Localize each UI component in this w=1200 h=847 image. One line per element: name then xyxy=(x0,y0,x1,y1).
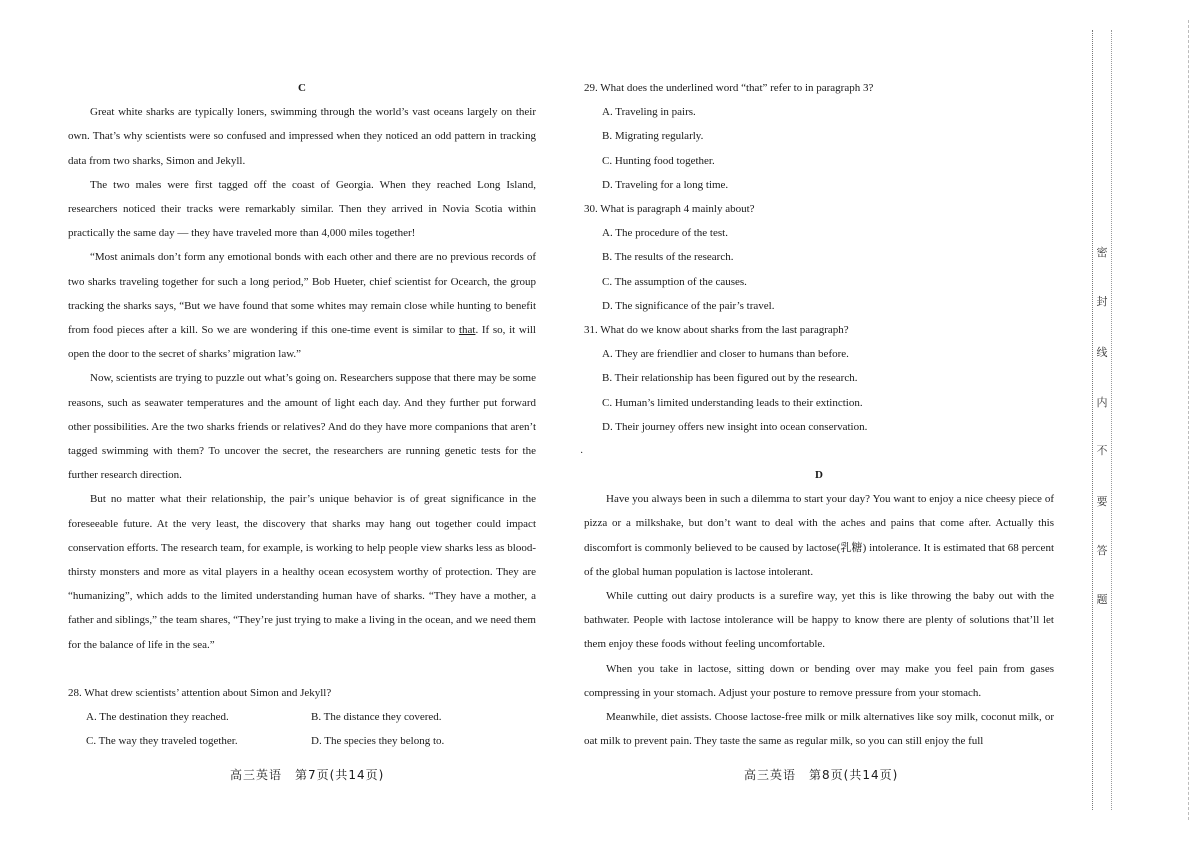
binding-char-2: 封 xyxy=(1093,293,1111,309)
binding-char-8: 题 xyxy=(1093,591,1111,607)
binding-char-5: 不 xyxy=(1093,442,1111,458)
passage-c-paragraph-4: Now, scientists are trying to puzzle out what’s going on. Researchers suppose that there may be some reasons, such as seawater temperatures and the amount of light each day. And they further put forward other possibilities. Are the two sharks friends or relatives? And do they have more companions that aren’t tagged swimming with them? To uncover the secret, the researchers are running genetic tests for the further research direction. xyxy=(68,372,536,482)
q30-option-c: C. The assumption of the causes. xyxy=(602,275,747,288)
passage-d-paragraph-3: When you take in lactose, sitting down or bending over may make you feel pain from gases compressing in your stomach. Adjust your posture to remove pressure from your stomach. xyxy=(584,662,1054,699)
binding-strip xyxy=(1092,30,1112,810)
q28-option-a: A. The destination they reached. xyxy=(86,711,229,724)
left-column xyxy=(68,76,536,753)
p3-text-after: . If so, it will open the door to the secret of sharks’ migration law.” xyxy=(68,324,536,361)
passage-c-paragraph-5: But no matter what their relationship, the pair’s unique behavior is of great significance in the foreseeable future. At the very least, the discovery that sharks may hang out together could impact conservation efforts. The research team, for example, is working to help people view sharks less as blood-thirsty monsters and more as vital players in a healthy ocean ecosystem worthy of protection. They are “humanizing”, which adds to the limited understanding human have of sharks. “They have a mother, a father and siblings,” the team shares, “They’re just trying to make a living in the ocean, and we need them for the balance of life in the sea.” xyxy=(68,493,536,651)
right-column xyxy=(584,76,1054,753)
page-footer-left: 高三英语 第7页(共14页) xyxy=(230,768,385,782)
question-28-options-row-2 xyxy=(68,729,536,753)
passage-d-paragraph-2: While cutting out dairy products is a surefire way, yet this is like throwing the baby out with the bathwater. People with lactose intolerance will be happy to know there are plenty of solutions that’ll let them enjoy these foods without feeling uncomfortable. xyxy=(584,590,1054,651)
binding-char-3: 线 xyxy=(1093,344,1111,360)
question-28-options-row-1 xyxy=(68,705,536,729)
underlined-word-that: that xyxy=(458,324,476,337)
section-c-heading: C xyxy=(298,82,306,94)
q31-option-c: C. Human’s limited understanding leads to their extinction. xyxy=(602,396,863,409)
section-d-heading: D xyxy=(815,469,823,482)
q31-option-d: D. Their journey offers new insight into ocean conservation. xyxy=(602,420,868,433)
q29-option-c: C. Hunting food together. xyxy=(602,154,715,167)
q29-option-a: A. Traveling in pairs. xyxy=(602,106,696,119)
binding-char-6: 要 xyxy=(1093,493,1111,509)
binding-char-7: 答 xyxy=(1093,542,1111,558)
q30-option-d: D. The significance of the pair’s travel. xyxy=(602,299,775,312)
passage-d-paragraph-4: Meanwhile, diet assists. Choose lactose-free milk or milk alternatives like soy milk, coconut milk, or oat milk to prevent pain. They taste the same as regular milk, so you can still enjoy the full xyxy=(584,711,1054,748)
binding-char-1: 密 xyxy=(1093,244,1111,260)
question-30-stem: 30. What is paragraph 4 mainly about? xyxy=(584,203,755,216)
q30-option-b: B. The results of the research. xyxy=(602,251,734,264)
binding-char-4: 内 xyxy=(1093,394,1111,410)
q29-option-d: D. Traveling for a long time. xyxy=(602,178,729,191)
passage-c-paragraph-2: The two males were first tagged off the coast of Georgia. When they reached Long Island, researchers noticed their tracks were remarkably similar. Then they arrived in Novia Scotia within practically the same day — they have traveled more than 4,000 miles together! xyxy=(68,178,536,240)
q28-option-b: B. The distance they covered. xyxy=(311,711,442,724)
question-28-stem: 28. What drew scientists’ attention about Simon and Jekyll? xyxy=(68,686,332,699)
question-31-stem: 31. What do we know about sharks from the last paragraph? xyxy=(584,324,849,337)
q31-option-b: B. Their relationship has been figured out by the research. xyxy=(602,372,858,385)
page-edge-line xyxy=(1188,20,1190,820)
p3-text-before: “Most animals don’t form any emotional bonds with each other and there are no previous records of two sharks traveling together for such a long period,” Bob Hueter, chief scientist for Ocearch, the group tracking the sharks says, “But we have found that some whites may remain close while hunting to benefit from food pieces after a kill. So we are wondering if this one-time event is similar to xyxy=(68,251,536,337)
q31-option-a: A. They are friendlier and closer to humans than before. xyxy=(602,348,849,361)
q28-option-c: C. The way they traveled together. xyxy=(86,735,238,748)
passage-d-paragraph-1: Have you always been in such a dilemma to start your day? You want to enjoy a nice cheesy piece of pizza or a milkshake, but don’t want to deal with the aches and pains that come after. Actually this discomfort is commonly believed to be caused by lactose(乳糖) intolerance. It is estimated that 68 percent of the global human population is lactose intolerant. xyxy=(584,493,1054,578)
q30-option-a: A. The procedure of the test. xyxy=(602,227,728,240)
q28-option-d: D. The species they belong to. xyxy=(311,735,445,748)
page-footer-right: 高三英语 第8页(共14页) xyxy=(744,768,899,782)
q29-option-b: B. Migrating regularly. xyxy=(602,130,704,143)
passage-c-paragraph-3 xyxy=(68,245,536,366)
stray-dot-mark: · xyxy=(580,448,584,459)
question-29-stem: 29. What does the underlined word “that” refer to in paragraph 3? xyxy=(584,82,874,94)
passage-c-paragraph-1: Great white sharks are typically loners, swimming through the world’s vast oceans largely on their own. That’s why scientists were so confused and impressed when they noticed an odd pattern in tracking data from two sharks, Simon and Jekyll. xyxy=(68,106,536,167)
